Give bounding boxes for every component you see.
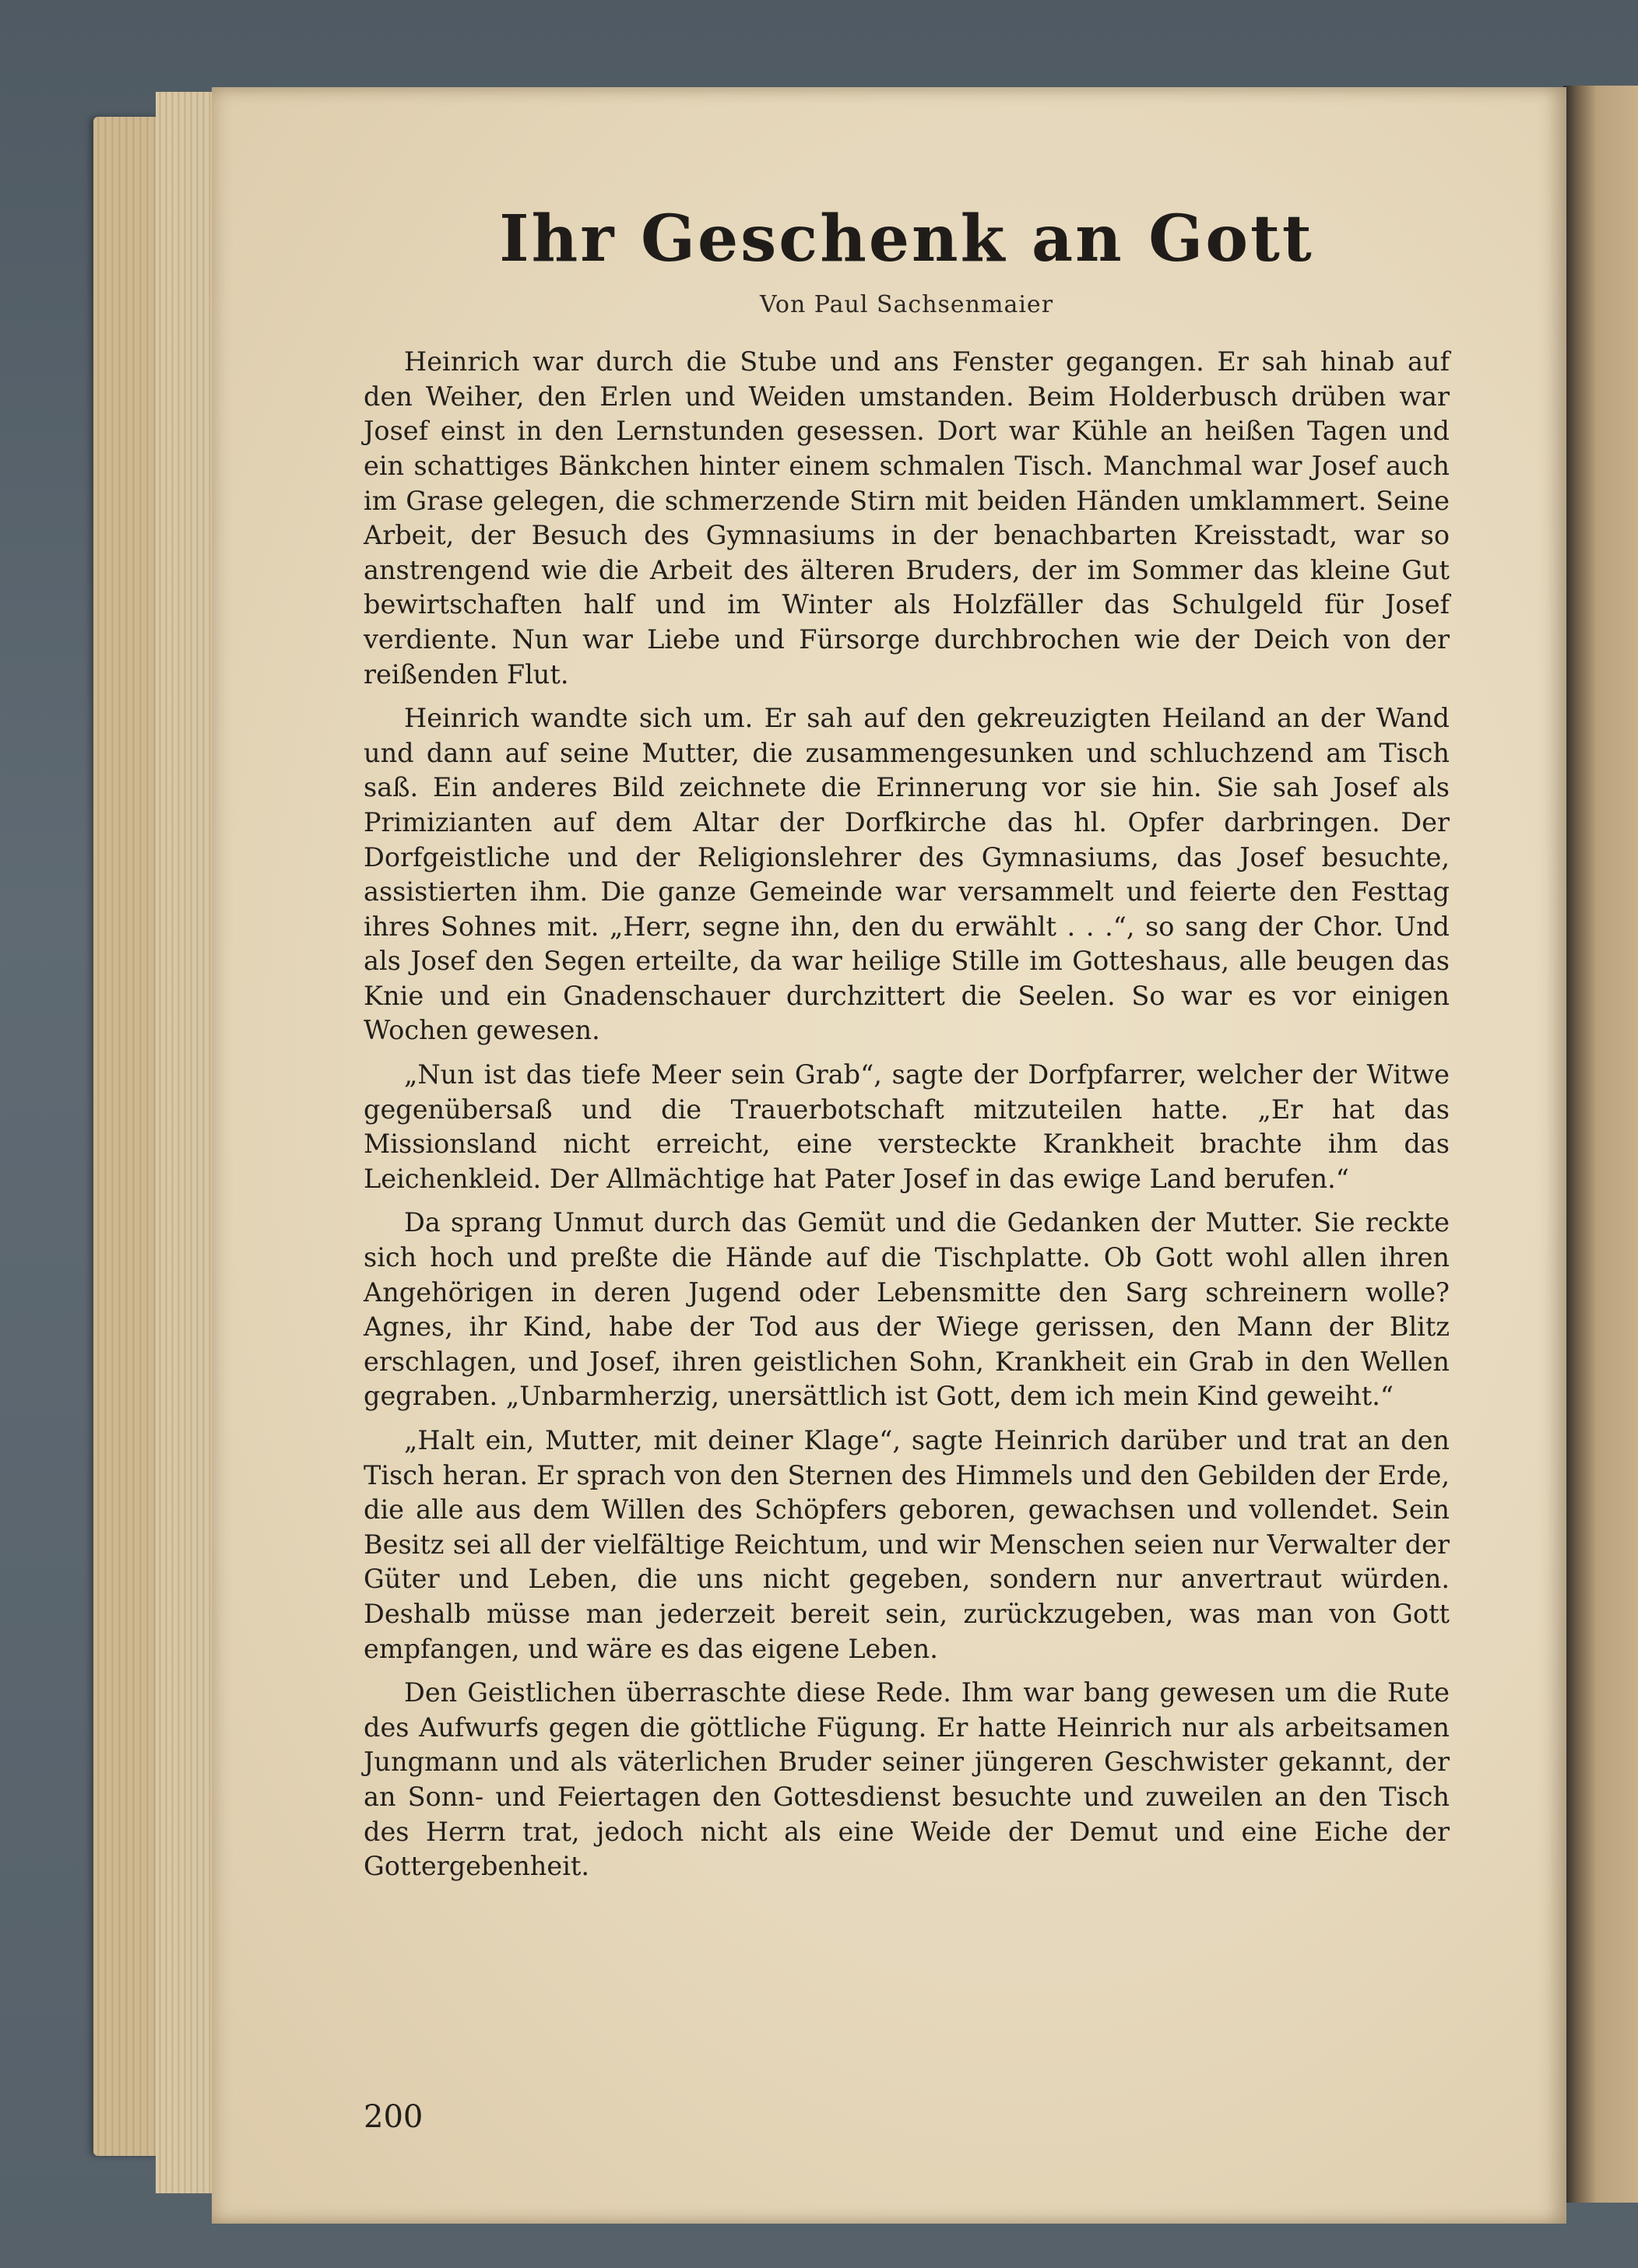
article-body xyxy=(364,345,1450,1884)
adjacent-page-edge xyxy=(1563,86,1638,2203)
paragraph: Heinrich wandte sich um. Er sah auf den gekreuzigten Heiland an der Wand und dann auf seine Mutter, die zusammengesunken und schluchzend am Tisch saß. Ein anderes Bild zeichnete die Erinnerung vor sie hin. Sie sah Josef als Primizianten auf dem Altar der Dorfkirche das hl. Opfer darbringen. Der Dorfgeistliche und der Religionslehrer des Gymnasiums, das Josef besuchte, assistierten ihm. Die ganze Gemeinde war versammelt und feierte den Festtag ihres Sohnes mit. „Herr, segne ihn, den du erwählt . . .“, so sang der Chor. Und als Josef den Segen erteilte, da war heilige Stille im Gotteshaus, alle beugen das Knie und ein Gnadenschauer durchzittert die Seelen. So war es vor einigen Wochen gewesen. xyxy=(364,703,1450,1046)
page-number: 200 xyxy=(364,2099,424,2135)
paragraph: Heinrich war durch die Stube und ans Fenster gegangen. Er sah hinab auf den Weiher, den Erlen und Weiden umstanden. Beim Holderbusch drüben war Josef einst in den Lernstunden gesessen. Dort war Kühle an heißen Tagen und ein schattiges Bänkchen hinter einem schmalen Tisch. Manchmal war Josef auch im Grase gelegen, die schmerzende Stirn mit beiden Händen umklammert. Seine Arbeit, der Besuch des Gymnasiums in der benachbarten Kreisstadt, war so anstrengend wie die Arbeit des älteren Bruders, der im Sommer das kleine Gut bewirtschaften half und im Winter als Holzfäller das Schulgeld für Josef verdiente. Nun war Liebe und Fürsorge durchbrochen wie der Deich von der reißenden Flut. xyxy=(364,346,1450,690)
paragraph: „Nun ist das tiefe Meer sein Grab“, sagte der Dorfpfarrer, welcher der Witwe gegenübersaß und die Trauerbotschaft mitzuteilen hatte. „Er hat das Missionsland nicht erreicht, eine versteckte Krankheit brachte ihm das Leichenkleid. Der Allmächtige hat Pater Josef in das ewige Land berufen.“ xyxy=(364,1059,1450,1194)
paragraph: „Halt ein, Mutter, mit deiner Klage“, sagte Heinrich darüber und trat an den Tisch heran. Er sprach von den Sternen des Himmels und den Gebilden der Erde, die alle aus dem Willen des Schöpfers geboren, gewachsen und vollendet. Sein Besitz sei all der vielfältige Reichtum, und wir Menschen seien nur Verwalter der Güter und Leben, die uns nicht gegeben, sondern nur anvertraut würden. Deshalb müsse man jederzeit bereit sein, zurückzugeben, was man von Gott empfangen, und wäre es das eigene Leben. xyxy=(364,1425,1450,1664)
page-content xyxy=(364,204,1450,1894)
book-page xyxy=(212,87,1566,2224)
article-byline: Von Paul Sachsenmaier xyxy=(759,291,1054,319)
paragraph: Den Geistlichen überraschte diese Rede. Ihm war bang gewesen um die Rute des Aufwurfs gegen die göttliche Fügung. Er hatte Heinrich nur als arbeitsamen Jungmann und als väterlichen Bruder seiner jüngeren Geschwister gekannt, der an Sonn- und Feiertagen den Gottesdienst besuchte und zuweilen an den Tisch des Herrn trat, jedoch nicht als eine Weide der Demut und eine Eiche der Gottergebenheit. xyxy=(364,1677,1450,1882)
article-title: Ihr Geschenk an Gott xyxy=(499,202,1314,276)
paragraph: Da sprang Unmut durch das Gemüt und die Gedanken der Mutter. Sie reckte sich hoch und preßte die Hände auf die Tischplatte. Ob Gott wohl allen ihren Angehörigen in deren Jugend oder Lebensmitte den Sarg schreinern wolle? Agnes, ihr Kind, habe der Tod aus der Wiege gerissen, den Mann der Blitz erschlagen, und Josef, ihren geistlichen Sohn, Krankheit ein Grab in den Wellen gegraben. „Unbarmherzig, unersättlich ist Gott, dem ich mein Kind geweiht.“ xyxy=(364,1207,1450,1412)
